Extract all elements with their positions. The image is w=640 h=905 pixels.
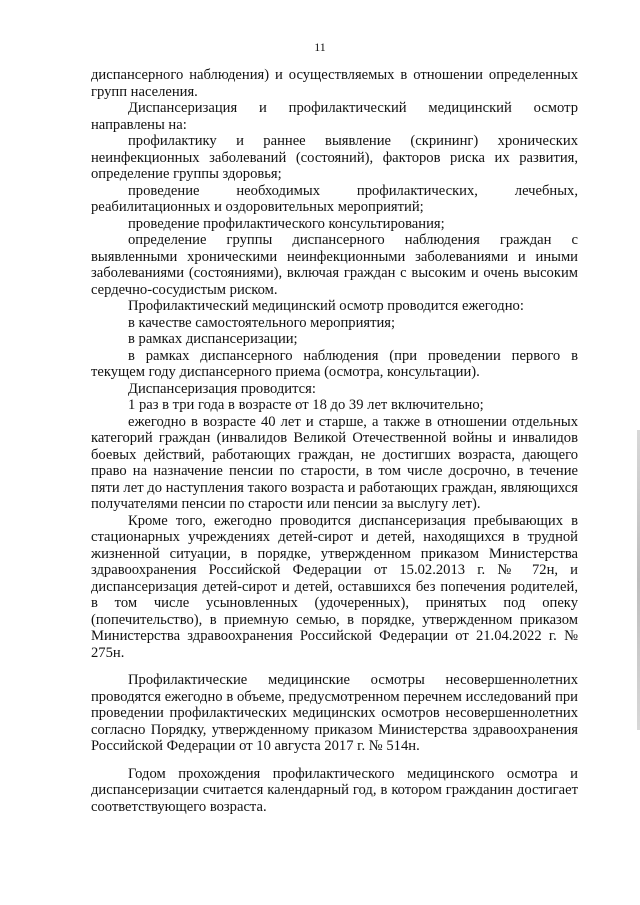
document-body [91,67,578,815]
list-item-consulting: проведение профилактического консультирования; [128,215,445,232]
paragraph-screening-schedule: Диспансеризация проводится: [128,380,316,397]
list-item-within-observation: в рамках диспансерного наблюдения (при проведении первого в текущем году диспансерного приема (осмотра, консультации). [91,347,578,380]
list-item-every-three-years: 1 раз в три года в возрасте от 18 до 39 лет включительно; [128,397,484,413]
list-item-observation-group: определение группы диспансерного наблюдения граждан с выявленными хроническими неинфекционными заболеваниями и иными заболеваниями (состояниями), включая граждан с высоким и очень высоким сердечно-сосудистым риском. [91,232,578,298]
paragraph-continuation: диспансерного наблюдения) и осуществляемых в отношении определенных групп населения. [91,67,578,100]
paragraph-calendar-year: Годом прохождения профилактического медицинского осмотра и диспансеризации считается календарный год, в котором гражданин достигает соответствующего возраста. [91,765,578,815]
list-item-standalone: в качестве самостоятельного мероприятия; [128,314,396,331]
list-item-prevention: профилактику и раннее выявление (скрининг) хронических неинфекционных заболеваний (состояний), факторов риска их развития, определение группы здоровья; [91,133,578,182]
paragraph-directions-intro: Диспансеризация и профилактический медицинский осмотр направлены на: [91,100,578,133]
paragraph-minors-exams: Профилактические медицинские осмотры несовершеннолетних проводятся ежегодно в объеме, предусмотренном перечнем исследований при проведении профилактических медицинских осмотров несовершеннолетних согласно Порядку, утвержденному приказом Министерства здравоохранения Российской Федерации от 10 августа 2017 г. № 514н. [91,672,578,754]
paragraph-exam-frequency: Профилактический медицинский осмотр проводится ежегодно: [128,298,524,314]
list-item-measures: проведение необходимых профилактических, лечебных, реабилитационных и оздоровительных мероприятий; [91,182,578,215]
page-number: 11 [314,40,326,54]
paragraph-orphans-screening: Кроме того, ежегодно проводится диспансеризация пребывающих в стационарных учреждениях детей-сирот и детей, находящихся в трудной жизненной ситуации, в порядке, утвержденном приказом Министерства здравоохранения Российской Федерации от 15.02.2013 г. № 72н, и диспансеризация детей-сирот и детей, оставшихся без попечения родителей, в том числе усыновленных (удочеренных), принятых под опеку (попечительство), в приемную семью, в порядке, утвержденном приказом Министерства здравоохранения Российской Федерации от 21.04.2022 г. № 275н. [91,512,578,661]
list-item-annually-40-plus: ежегодно в возрасте 40 лет и старше, а также в отношении отдельных категорий граждан (инвалидов Великой Отечественной войны и инвалидов боевых действий, работающих граждан, не достигших возраста, дающего право на назначение пенсии по старости, в том числе досрочно, в течение пяти лет до наступления такого возраста и работающих граждан, являющихся получателями пенсии по старости или пенсии за выслугу лет). [91,413,578,512]
list-item-within-screening: в рамках диспансеризации; [128,331,298,347]
